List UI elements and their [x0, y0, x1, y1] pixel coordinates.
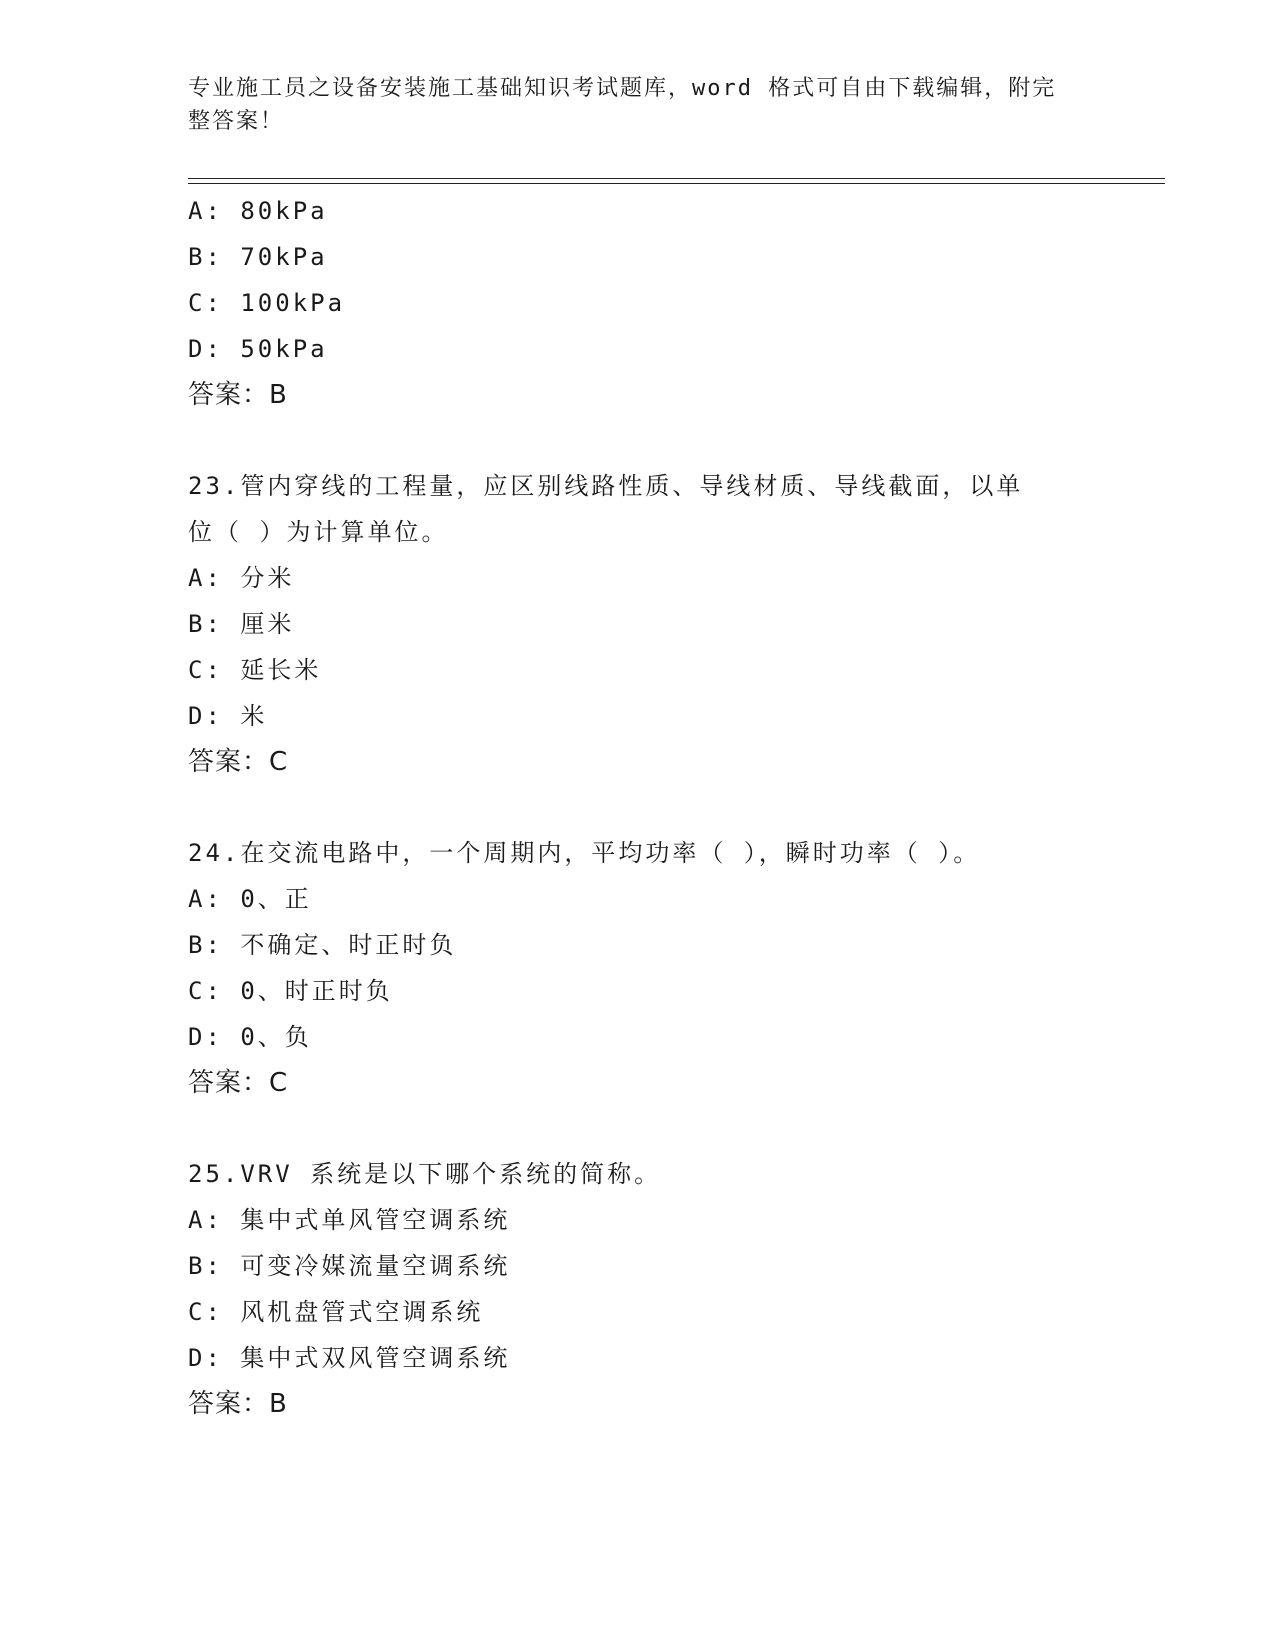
option-d: D: 米	[188, 702, 268, 730]
option-a: A: 80kPa	[188, 197, 328, 225]
question-stem: 23.管内穿线的工程量，应区别线路性质、导线材质、导线截面，以单	[188, 472, 1024, 500]
option-d: D: 50kPa	[188, 335, 328, 363]
option-a: A: 集中式单风管空调系统	[188, 1206, 511, 1234]
option-c: C: 延长米	[188, 656, 322, 684]
answer-line: 答案：B	[188, 380, 288, 410]
option-b: B: 厘米	[188, 610, 295, 638]
option-d: D: 集中式双风管空调系统	[188, 1344, 511, 1372]
header-line-1: 专业施工员之设备安装施工基础知识考试题库，word 格式可自由下载编辑，附完	[188, 76, 1057, 101]
question-24	[188, 830, 1168, 1106]
option-b: B: 可变冷媒流量空调系统	[188, 1252, 511, 1280]
question-stem: 25.VRV 系统是以下哪个系统的简称。	[188, 1160, 662, 1188]
question-stem: 24.在交流电路中，一个周期内，平均功率（ ），瞬时功率（ ）。	[188, 839, 981, 867]
header-divider-bottom	[188, 183, 1165, 184]
answer-line: 答案：B	[188, 1389, 288, 1419]
question-stem-continued: 位（ ）为计算单位。	[188, 518, 449, 546]
question-22-continued	[188, 188, 1168, 418]
question-25	[188, 1151, 1168, 1427]
option-a: A: 0、正	[188, 885, 312, 913]
option-d: D: 0、负	[188, 1023, 312, 1051]
option-b: B: 不确定、时正时负	[188, 931, 457, 959]
option-c: C: 0、时正时负	[188, 977, 393, 1005]
answer-line: 答案：C	[188, 1068, 289, 1098]
header-divider-top	[188, 178, 1165, 179]
header-line-2: 整答案！	[188, 109, 285, 134]
answer-line: 答案：C	[188, 747, 289, 777]
option-c: C: 风机盘管式空调系统	[188, 1298, 484, 1326]
option-a: A: 分米	[188, 564, 295, 592]
question-23	[188, 463, 1168, 785]
question-list	[188, 188, 1168, 1427]
option-b: B: 70kPa	[188, 243, 328, 271]
document-header	[188, 72, 1078, 138]
option-c: C: 100kPa	[188, 289, 346, 317]
